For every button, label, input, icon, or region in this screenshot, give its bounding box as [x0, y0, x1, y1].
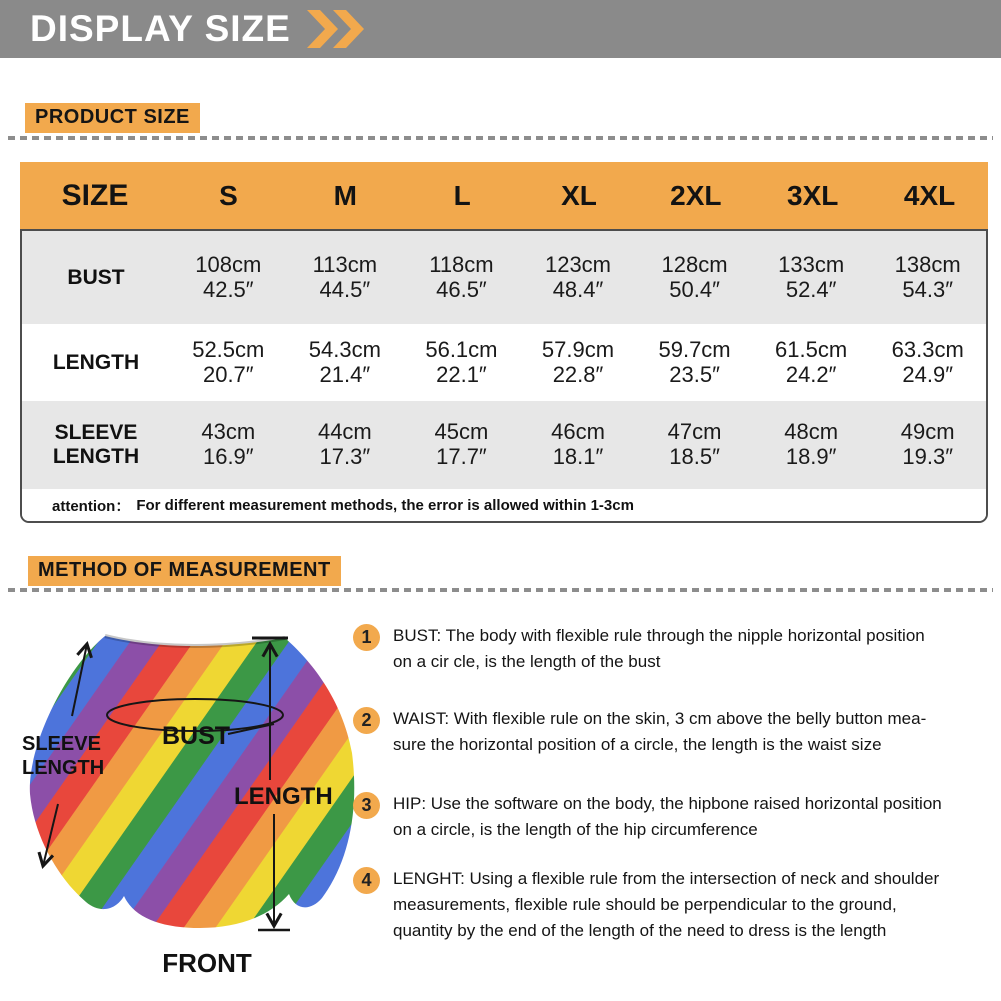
- front-label: FRONT: [162, 948, 252, 978]
- step-waist: [353, 706, 998, 758]
- size-cell: 46cm 18.1″: [551, 419, 605, 469]
- bust-label: BUST: [162, 722, 231, 750]
- measurement-steps: [353, 623, 998, 944]
- step-number-badge: 2: [353, 707, 380, 734]
- size-cell: 118cm 46.5″: [429, 251, 494, 302]
- garment-measurement-diagram: [2, 598, 360, 1000]
- step-text: LENGHT: Using a flexible rule from the intersection of neck and shoulder measurements, flexible rule should be perpendicular to the ground, quantity by the end of the length of the need to dress is the length: [393, 869, 940, 940]
- header-cell-s: S: [219, 179, 238, 211]
- size-cell: 44cm 17.3″: [317, 419, 372, 469]
- double-chevron-right-icon: [307, 10, 365, 48]
- size-cell: 47cm 18.5″: [667, 419, 722, 469]
- sleeve-length-label-line2: LENGTH: [22, 757, 105, 779]
- size-cell: 57.9cm 22.8″: [541, 336, 615, 387]
- size-cell: 61.5cm 24.2″: [775, 336, 848, 387]
- size-table-body: [20, 229, 988, 523]
- size-cell: 45cm 17.7″: [434, 419, 489, 469]
- header-cell-l: L: [453, 179, 471, 211]
- step-number-badge: 1: [353, 624, 380, 651]
- header-cell-2xl: 2XL: [670, 179, 722, 211]
- attention-note-text: For different measurement methods, the error is allowed within 1-3cm: [136, 496, 634, 514]
- size-cell: 49cm 19.3″: [900, 419, 955, 469]
- banner: [0, 0, 1001, 58]
- table-row-sleeve-length: [22, 401, 986, 489]
- method-of-measurement-label: METHOD OF MEASUREMENT: [28, 556, 341, 586]
- size-cell: 133cm 52.4″: [778, 251, 845, 302]
- attention-note-label: attention：: [52, 497, 131, 515]
- step-hip: [353, 791, 998, 843]
- table-row-bust: [22, 231, 986, 324]
- step-number-badge: 4: [353, 867, 380, 894]
- size-cell: 43cm 16.9″: [201, 419, 256, 469]
- step-text: WAIST: With flexible rule on the skin, 3 cm above the belly button mea- sure the horizontal position of a circle, the length is the waist size: [393, 709, 927, 754]
- header-cell-xl: XL: [561, 179, 597, 211]
- step-text: HIP: Use the software on the body, the hipbone raised horizontal position on a circle, is the length of the hip circumference: [393, 794, 942, 839]
- banner-title: DISPLAY SIZE: [30, 8, 291, 49]
- size-cell: 128cm 50.4″: [661, 251, 728, 302]
- attention-note: [22, 489, 986, 521]
- size-cell: 48cm 18.9″: [784, 419, 839, 469]
- size-cell: 63.3cm 24.9″: [891, 336, 964, 387]
- size-cell: 56.1cm 22.1″: [425, 336, 498, 387]
- step-length: [353, 866, 998, 944]
- garment-shape: [30, 636, 354, 928]
- header-cell-3xl: 3XL: [787, 179, 839, 211]
- header-cell-4xl: 4XL: [903, 179, 956, 211]
- row-label: LENGTH: [52, 350, 140, 374]
- step-number-badge: 3: [353, 792, 380, 819]
- size-cell: 59.7cm 23.5″: [658, 336, 731, 387]
- sleeve-length-label-line1: SLEEVE: [22, 733, 101, 755]
- header-cell-m: M: [333, 179, 357, 211]
- size-cell: 52.5cm 20.7″: [192, 336, 265, 387]
- row-label: SLEEVE LENGTH: [52, 421, 140, 468]
- step-bust: [353, 623, 998, 675]
- size-cell: 54.3cm 21.4″: [308, 336, 381, 387]
- length-label: LENGTH: [234, 783, 333, 810]
- size-cell: 108cm 42.5″: [195, 251, 262, 302]
- size-cell: 138cm 54.3″: [894, 251, 961, 302]
- product-size-label: PRODUCT SIZE: [25, 103, 200, 133]
- step-text: BUST: The body with flexible rule through the nipple horizontal position on a cir cle, is the length of the bust: [393, 626, 925, 671]
- header-cell-size: SIZE: [61, 178, 129, 212]
- size-cell: 113cm 44.5″: [312, 251, 378, 302]
- table-row-length: [22, 324, 986, 401]
- dashed-divider-top: [8, 136, 993, 140]
- dashed-divider-bottom: [8, 588, 993, 592]
- size-table-header: [20, 162, 988, 229]
- size-cell: 123cm 48.4″: [544, 251, 612, 302]
- row-label: BUST: [67, 265, 125, 289]
